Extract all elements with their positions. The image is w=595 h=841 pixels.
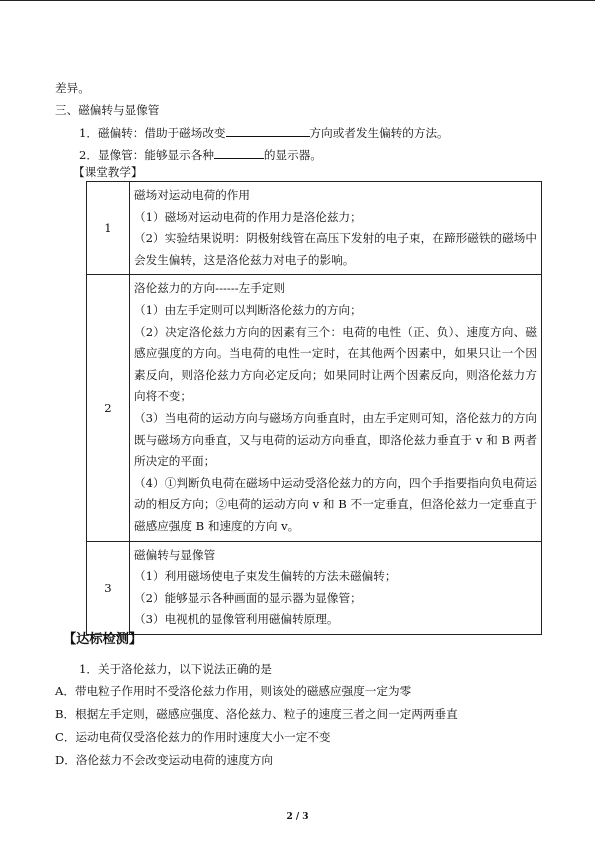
section-title: 三、磁偏转与显像管	[55, 103, 160, 117]
row-line: 磁偏转与显像管	[134, 547, 216, 562]
classroom-label: 【课堂教学】	[73, 165, 143, 179]
item-picture-tube	[79, 146, 322, 163]
row-line: 磁场对运动电荷的作用	[134, 188, 250, 202]
item2-text-end: 的显示器。	[263, 148, 322, 162]
row-content	[130, 275, 542, 541]
row-line: （2）实验结果说明：阴极射线管在高压下发射的电子束，在蹄形磁铁的磁场中会发生偏转，这是洛伦兹力对电子的影响。	[134, 231, 537, 267]
fill-blank-1[interactable]	[226, 124, 310, 137]
lesson-table	[86, 181, 542, 635]
option-b[interactable]: B．根据左手定则，磁感应强度、洛伦兹力、粒子的速度三者之间一定两两垂直	[55, 707, 458, 721]
header-rule	[0, 0, 595, 1]
continuation-text: 差异。	[55, 81, 90, 95]
row-line: （4）①判断负电荷在磁场中运动受洛伦兹力的方向，四个手指要指向负电荷运动的相反方向；②电荷的运动方向 v 和 B 不一定垂直，但洛伦兹力一定垂直于磁感应强度 B 和速度的方向 v。	[134, 475, 537, 533]
row-line: （1）磁场对运动电荷的作用力是洛伦兹力；	[134, 209, 362, 224]
row-line: （3）电视机的显像管利用磁偏转原理。	[134, 612, 339, 627]
table-row	[87, 182, 542, 275]
test-heading: 【达标检测】	[63, 632, 143, 647]
row-line: （1）利用磁场使电子束发生偏转的方法未磁偏转；	[134, 569, 397, 584]
item1-text-end: 方向或者发生偏转的方法。	[309, 126, 449, 140]
row-content	[130, 182, 542, 275]
row-line: （1）由左手定则可以判断洛伦兹力的方向；	[134, 302, 362, 317]
table-row	[87, 541, 542, 634]
item2-text-start: 2．显像管：能够显示各种	[79, 148, 214, 162]
row-number: 1	[87, 182, 130, 275]
option-a[interactable]: A．带电粒子作用时不受洛伦兹力作用，则该处的磁感应强度一定为零	[55, 684, 412, 698]
row-line: （3）当电荷的运动方向与磁场方向垂直时，由左手定则可知，洛伦兹力的方向既与磁场方向垂直，又与电荷的运动方向垂直，即洛伦兹力垂直于 v 和 B 两者所决定的平面；	[134, 410, 537, 469]
question-1: 1．关于洛伦兹力，以下说法正确的是	[79, 662, 272, 676]
row-number: 3	[87, 541, 130, 634]
row-line: 洛伦兹力的方向------左手定则	[134, 281, 286, 296]
table-row	[87, 275, 542, 541]
row-line: （2）决定洛伦兹力方向的因素有三个：电荷的电性（正、负）、速度方向、磁感应强度的方向。当电荷的电性一定时，在其他两个因素中，如果只让一个因素反向，则洛伦兹力方向必定反向；如果同时让两个因素反向，则洛伦兹力方向将不变；	[134, 324, 537, 404]
page-number: 2 / 3	[286, 812, 309, 822]
item-magnetic-deflection	[79, 124, 449, 141]
row-number: 2	[87, 275, 130, 541]
row-line: （2）能够显示各种画面的显示器为显像管；	[134, 590, 362, 605]
option-c[interactable]: C．运动电荷仅受洛伦兹力的作用时速度大小一定不变	[55, 730, 331, 744]
option-d[interactable]: D．洛伦兹力不会改变运动电荷的速度方向	[55, 753, 273, 767]
fill-blank-2[interactable]	[214, 146, 264, 159]
row-content	[130, 541, 542, 634]
item1-text-start: 1．磁偏转：借助于磁场改变	[79, 126, 226, 140]
